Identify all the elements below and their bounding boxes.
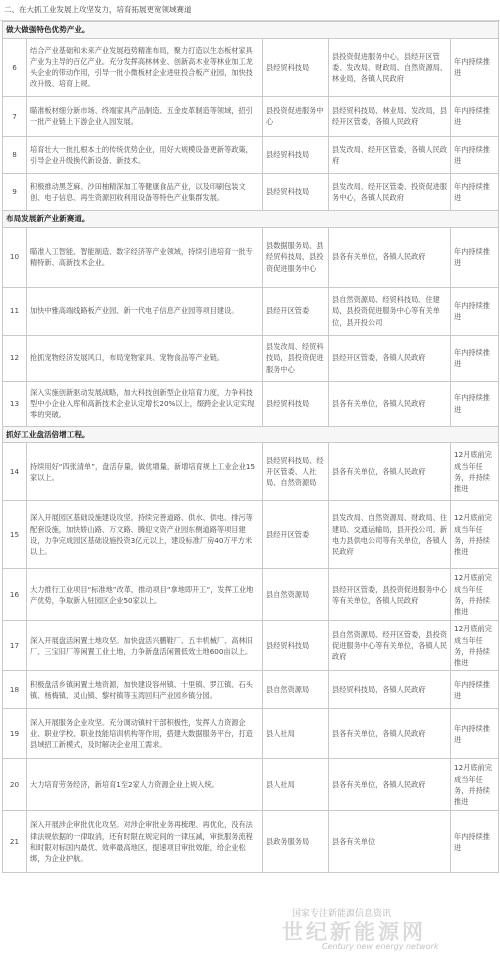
lead-unit-cell: 县经贸科技局 (263, 38, 329, 96)
task-cell: 培育壮大一批扎根本土的传统优势企业，用好大规模设备更新等政策，引导企业升级换代新设备、新技术。 (27, 136, 263, 173)
table-row (3, 227, 499, 287)
deadline-cell: 年内持续推进 (451, 335, 499, 381)
lead-unit-cell: 县人社局 (263, 709, 329, 759)
responsible-units-cell: 县自然资源局、经开区管委，县投资促进服务中心等有关单位，各镇人民政府 (329, 621, 451, 671)
lead-unit-cell: 县自然资源局 (263, 569, 329, 621)
row-number: 8 (3, 136, 27, 173)
table-row (3, 96, 499, 136)
deadline-cell: 12月底前完成当年任务，并持续推进 (451, 759, 499, 811)
page-header: 二、在大抓工业发展上攻坚发力，培育拓展更宽领域赛道 (0, 0, 500, 21)
table-row (3, 443, 499, 501)
responsible-units-cell: 县经开区管委，各镇人民政府 (329, 335, 451, 381)
responsible-units-cell: 县自然资源局、经贸科技局、住建局，县投资促进服务中心等有关单位，县开投公司 (329, 287, 451, 335)
table-row (3, 38, 499, 96)
task-cell: 瞄准板材细分新市场、终端家具产品制造、五金皮革制造等领域，招引一批产业链上下游企业入园发展。 (27, 96, 263, 136)
section-title: 布局发展新产业新赛道。 (3, 210, 499, 227)
task-table-body (3, 22, 499, 873)
lead-unit-cell: 县投资促进服务中心 (263, 96, 329, 136)
table-row (3, 759, 499, 811)
deadline-cell: 年内持续推进 (451, 38, 499, 96)
deadline-cell: 年内持续推进 (451, 811, 499, 873)
deadline-cell: 12月底前完成当年任务，并持续推进 (451, 443, 499, 501)
watermark-line3: Century new energy network (322, 942, 439, 951)
task-cell: 深入开展盘活闲置土地攻坚。加快盘活兴鹏鞋厂、五丰机械厂、高林旧厂、三宝旧厂等闲置工业土地，力争新盘活闲置低效土地600亩以上。 (27, 621, 263, 671)
watermark (282, 906, 492, 950)
deadline-cell: 12月底前完成当年任务，并持续推进 (451, 501, 499, 569)
lead-unit-cell: 县经贸科技局 (263, 621, 329, 671)
section-header-row (3, 22, 499, 39)
responsible-units-cell: 县发改局、经开区管委，各镇人民政府 (329, 136, 451, 173)
lead-unit-cell: 县经开区管委 (263, 287, 329, 335)
row-number: 19 (3, 709, 27, 759)
row-number: 7 (3, 96, 27, 136)
task-cell: 持续用好“四张清单”，盘活存量，做优增量，新增培育规上工业企业15家以上。 (27, 443, 263, 501)
table-row (3, 501, 499, 569)
task-cell: 大力培育劳务经济，新培育1至2家人力资源企业上规入统。 (27, 759, 263, 811)
row-number: 20 (3, 759, 27, 811)
section-title: 抓好工业盘活倍增工程。 (3, 426, 499, 443)
table-row (3, 569, 499, 621)
watermark-line2: 世纪新能源网 (282, 920, 426, 944)
deadline-cell: 年内持续推进 (451, 136, 499, 173)
task-cell: 积极推动黑芝麻、沙田柚精深加工等健康食品产业，以及印刷包装文创、电子信息、再生资源回收利用设备等特色产业集群发展。 (27, 173, 263, 210)
task-cell: 抢抓宠物经济发展风口，布局宠物家具、宠物食品等产业链。 (27, 335, 263, 381)
lead-unit-cell: 县经贸科技局 (263, 381, 329, 426)
responsible-units-cell: 县各有关单位，各镇人民政府 (329, 227, 451, 287)
responsible-units-cell: 县发改局、自然资源局、财政局、住建局、交通运输局，县开投公司、新电力县供电公司等有关单位，各镇人民政府 (329, 501, 451, 569)
row-number: 14 (3, 443, 27, 501)
responsible-units-cell: 县各有关单位，各镇人民政府 (329, 759, 451, 811)
responsible-units-cell: 县发改局、经开区管委、投资促进服务中心，各镇人民政府 (329, 173, 451, 210)
lead-unit-cell: 县经贸科技局 (263, 136, 329, 173)
task-cell: 积极盘活乡镇闲置土地资源，加快建设容州镇、十里镇、罗江镇、石头镇、杨梅镇、灵山镇、黎村镇等玉湾回归产业园乡镇分园。 (27, 671, 263, 709)
deadline-cell: 年内持续推进 (451, 173, 499, 210)
lead-unit-cell: 县发改局、经贸科技局，县投资促进服务中心 (263, 335, 329, 381)
lead-unit-cell: 县政务服务局 (263, 811, 329, 873)
section-title: 做大做强特色优势产业。 (3, 22, 499, 39)
row-number: 17 (3, 621, 27, 671)
deadline-cell: 年内持续推进 (451, 381, 499, 426)
row-number: 10 (3, 227, 27, 287)
lead-unit-cell: 县自然资源局 (263, 671, 329, 709)
row-number: 15 (3, 501, 27, 569)
table-row (3, 671, 499, 709)
table-row (3, 811, 499, 873)
lead-unit-cell: 县数据服务局、县经贸科技局，县投资促进服务中心 (263, 227, 329, 287)
table-row (3, 335, 499, 381)
lead-unit-cell: 县经开区管委 (263, 501, 329, 569)
lead-unit-cell: 县经贸科技局、经开区管委、人社局、自然资源局 (263, 443, 329, 501)
task-cell: 深入开展服务企业攻坚。充分调动镇村干部积极性，发挥人力资源企业、职业学校、职业技能培训机构等作用，搭建大数据服务平台，打造县域招工新模式，及时解决企业用工需求。 (27, 709, 263, 759)
row-number: 6 (3, 38, 27, 96)
row-number: 9 (3, 173, 27, 210)
row-number: 21 (3, 811, 27, 873)
responsible-units-cell: 县各有关单位，各镇人民政府 (329, 381, 451, 426)
table-row (3, 173, 499, 210)
task-cell: 大力推行工业项目“标准地”改革，推动项目“拿地即开工”，发挥工业地产优势，争取新入驻园区企业50家以上。 (27, 569, 263, 621)
row-number: 16 (3, 569, 27, 621)
responsible-units-cell: 县经开区管委，县投资促进服务中心等有关单位，各镇人民政府 (329, 569, 451, 621)
lead-unit-cell: 县人社局 (263, 759, 329, 811)
section-header-row (3, 210, 499, 227)
lead-unit-cell: 县经贸科技局 (263, 173, 329, 210)
row-number: 13 (3, 381, 27, 426)
task-cell: 深入实施创新驱动发展战略，加大科技创新型企业培育力度，力争科技型中小企业入库和高新技术企业认定增长20%以上，缀跨企业认定实现零的突破。 (27, 381, 263, 426)
task-cell: 瞄准人工智能、智能制造、数字经济等产业领域，持续引进培育一批专精特新、高新技术企业。 (27, 227, 263, 287)
task-cell: 结合产业基础和未来产业发展趋势精准布局，聚力打造以生态板材家具产业为主导的百亿产业。充分发挥高林林业、创新高木业等林业加工龙头企业的带动作用，引导一批小微板材企业进驻投合板产业园，加快技改升级、培育上规。 (27, 38, 263, 96)
task-cell: 深入开展涉企审批优化攻坚。对涉企审批业务再梳理、再优化，没有法律法规依据的一律取消，还有时限在规定间的一律压减，审批服务流程和时限对标国内最优、效率最高地区，提速项目审批效能，给企业松绑，为企业护航。 (27, 811, 263, 873)
task-cell: 深入开展园区基础设施建设攻坚。持续完善道路、供水、供电、排污等配套设施，加快娇山路、万文路、腾迎文资产业园东侧道路等项目建设，力争完成园区基础设施投资3亿元以上，建设标准厂房40万平方米以上。 (27, 501, 263, 569)
table-row (3, 287, 499, 335)
deadline-cell: 12月底前完成当年任务，并持续推进 (451, 621, 499, 671)
responsible-units-cell: 县各有关单位 (329, 811, 451, 873)
responsible-units-cell: 县各有关单位，各镇人民政府 (329, 709, 451, 759)
table-row (3, 136, 499, 173)
row-number: 12 (3, 335, 27, 381)
table-row (3, 381, 499, 426)
deadline-cell: 年内持续推进 (451, 709, 499, 759)
responsible-units-cell: 县经贸科技局、林业局、发改局，县经开区管委，各镇人民政府 (329, 96, 451, 136)
responsible-units-cell: 县投资促进服务中心，县经开区管委、发改局、财政局、自然资源局、林业局，各镇人民政府 (329, 38, 451, 96)
deadline-cell: 年内持续推进 (451, 287, 499, 335)
task-cell: 加快中雅高端线路板产业园、新一代电子信息产业园等项目建设。 (27, 287, 263, 335)
deadline-cell: 年内持续推进 (451, 96, 499, 136)
responsible-units-cell: 县各有关单位，各镇人民政府 (329, 443, 451, 501)
table-row (3, 709, 499, 759)
row-number: 11 (3, 287, 27, 335)
responsible-units-cell: 县经贸科技局，各镇人民政府 (329, 671, 451, 709)
section-header-row (3, 426, 499, 443)
watermark-line1: 国家专注新能源信息资讯 (292, 909, 392, 919)
deadline-cell: 12月底前完成当年任务，并持续推进 (451, 569, 499, 621)
deadline-cell: 年内持续推进 (451, 227, 499, 287)
task-table (2, 21, 499, 873)
table-row (3, 621, 499, 671)
row-number: 18 (3, 671, 27, 709)
deadline-cell: 年内持续推进 (451, 671, 499, 709)
